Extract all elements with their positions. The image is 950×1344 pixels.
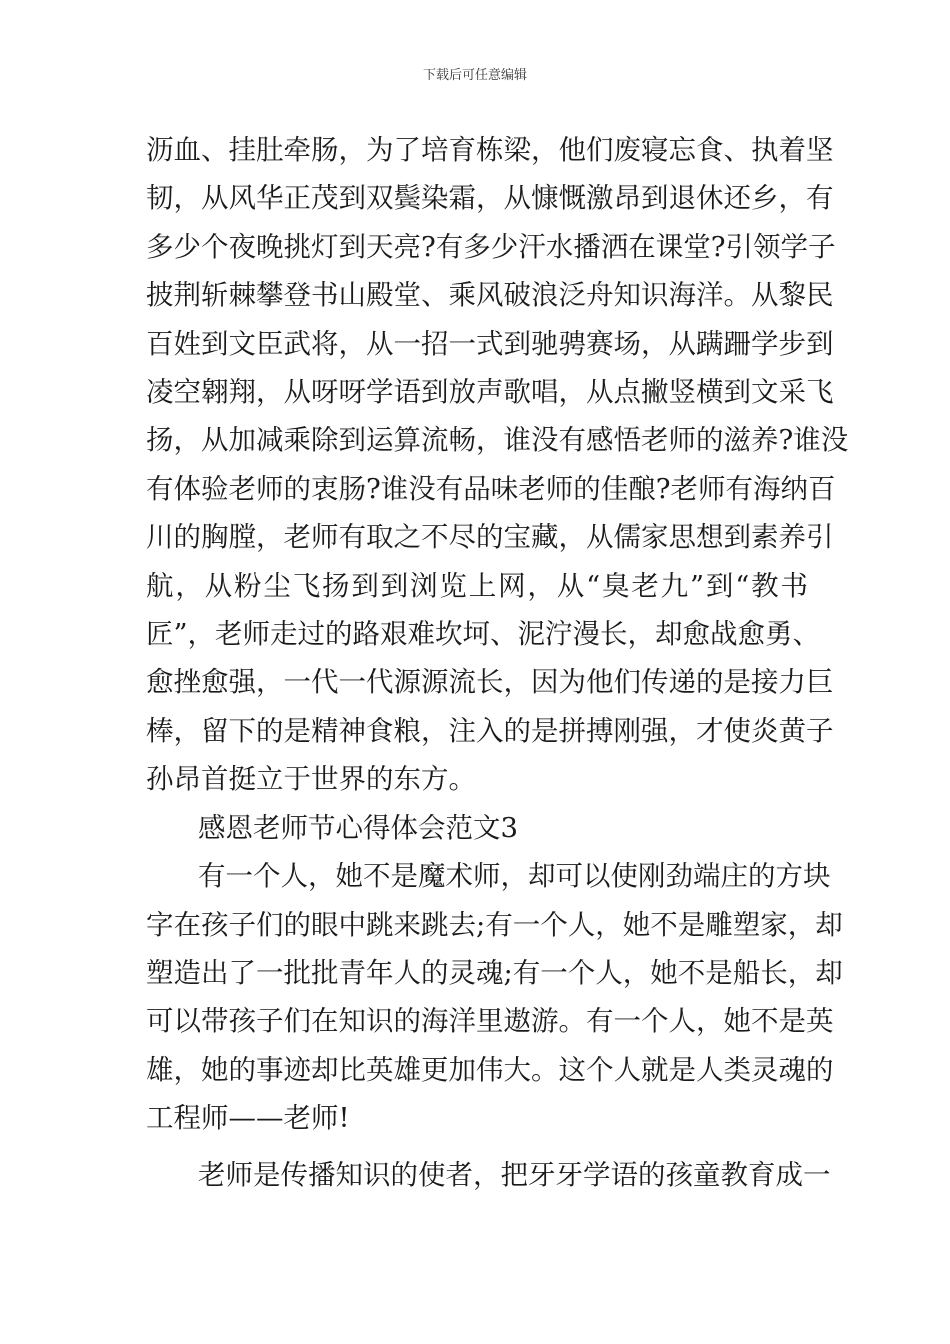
paragraph-line: 扬，从加减乘除到运算流畅，谁没有感悟老师的滋养?谁没 bbox=[146, 424, 849, 457]
paragraph-line: 孙昂首挺立于世界的东方。 bbox=[146, 763, 476, 796]
document-body bbox=[146, 126, 849, 1199]
paragraph-line: 川的胸膛，老师有取之不尽的宝藏，从儒家思想到素养引 bbox=[146, 521, 834, 554]
paragraph-2 bbox=[146, 852, 843, 1142]
paragraph-line: 韧，从风华正茂到双鬓染霜，从慷慨激昂到退休还乡，有 bbox=[146, 182, 834, 215]
paragraph-line: 匠”，老师走过的路艰难坎坷、泥泞漫长，却愈战愈勇、 bbox=[146, 618, 821, 651]
paragraph-line: 凌空翱翔，从呀呀学语到放声歌唱，从点撇竖横到文采飞 bbox=[146, 376, 834, 409]
paragraph-line: 沥血、挂肚牵肠，为了培育栋梁，他们废寝忘食、执着坚 bbox=[146, 134, 834, 166]
paragraph-line: 有体验老师的衷肠?谁没有品味老师的佳酿?老师有海纳百 bbox=[146, 472, 836, 505]
paragraph-1 bbox=[146, 126, 849, 804]
paragraph-3 bbox=[146, 1151, 831, 1199]
paragraph-line: 雄，她的事迹却比英雄更加伟大。这个人就是人类灵魂的 bbox=[146, 1053, 834, 1086]
paragraph-line: 棒，留下的是精神食粮，注入的是拼搏刚强，才使炎黄子 bbox=[146, 714, 834, 747]
header-note: 下载后可任意编辑 bbox=[422, 68, 527, 83]
paragraph-line: 字在孩子们的眼中跳来跳去;有一个人，她不是雕塑家，却 bbox=[146, 908, 843, 941]
paragraph-line: 可以带孩子们在知识的海洋里遨游。有一个人，她不是英 bbox=[146, 1005, 834, 1038]
paragraph-line: 百姓到文臣武将，从一招一式到驰骋赛场，从蹒跚学步到 bbox=[146, 327, 834, 360]
paragraph-line: 愈挫愈强，一代一代源源流长，因为他们传递的是接力巨 bbox=[146, 666, 834, 699]
paragraph-line: 多少个夜晚挑灯到天亮?有多少汗水播洒在课堂?引领学子 bbox=[146, 230, 836, 263]
paragraph-line: 塑造出了一批批青年人的灵魂;有一个人，她不是船长，却 bbox=[146, 956, 843, 989]
section-title: 感恩老师节心得体会范文3 bbox=[198, 811, 518, 844]
paragraph-line: 披荆斩棘攀登书山殿堂、乘风破浪泛舟知识海洋。从黎民 bbox=[146, 279, 834, 312]
paragraph-line: 航，从粉尘飞扬到到浏览上网，从“臭老九”到“教书 bbox=[146, 569, 808, 602]
paragraph-line: 老师是传播知识的使者，把牙牙学语的孩童教育成一 bbox=[198, 1158, 831, 1191]
paragraph-line: 工程师——老师! bbox=[146, 1102, 350, 1135]
paragraph-line: 有一个人，她不是魔术师，却可以使刚劲端庄的方块 bbox=[198, 860, 831, 893]
paragraph-gap bbox=[146, 1143, 808, 1151]
